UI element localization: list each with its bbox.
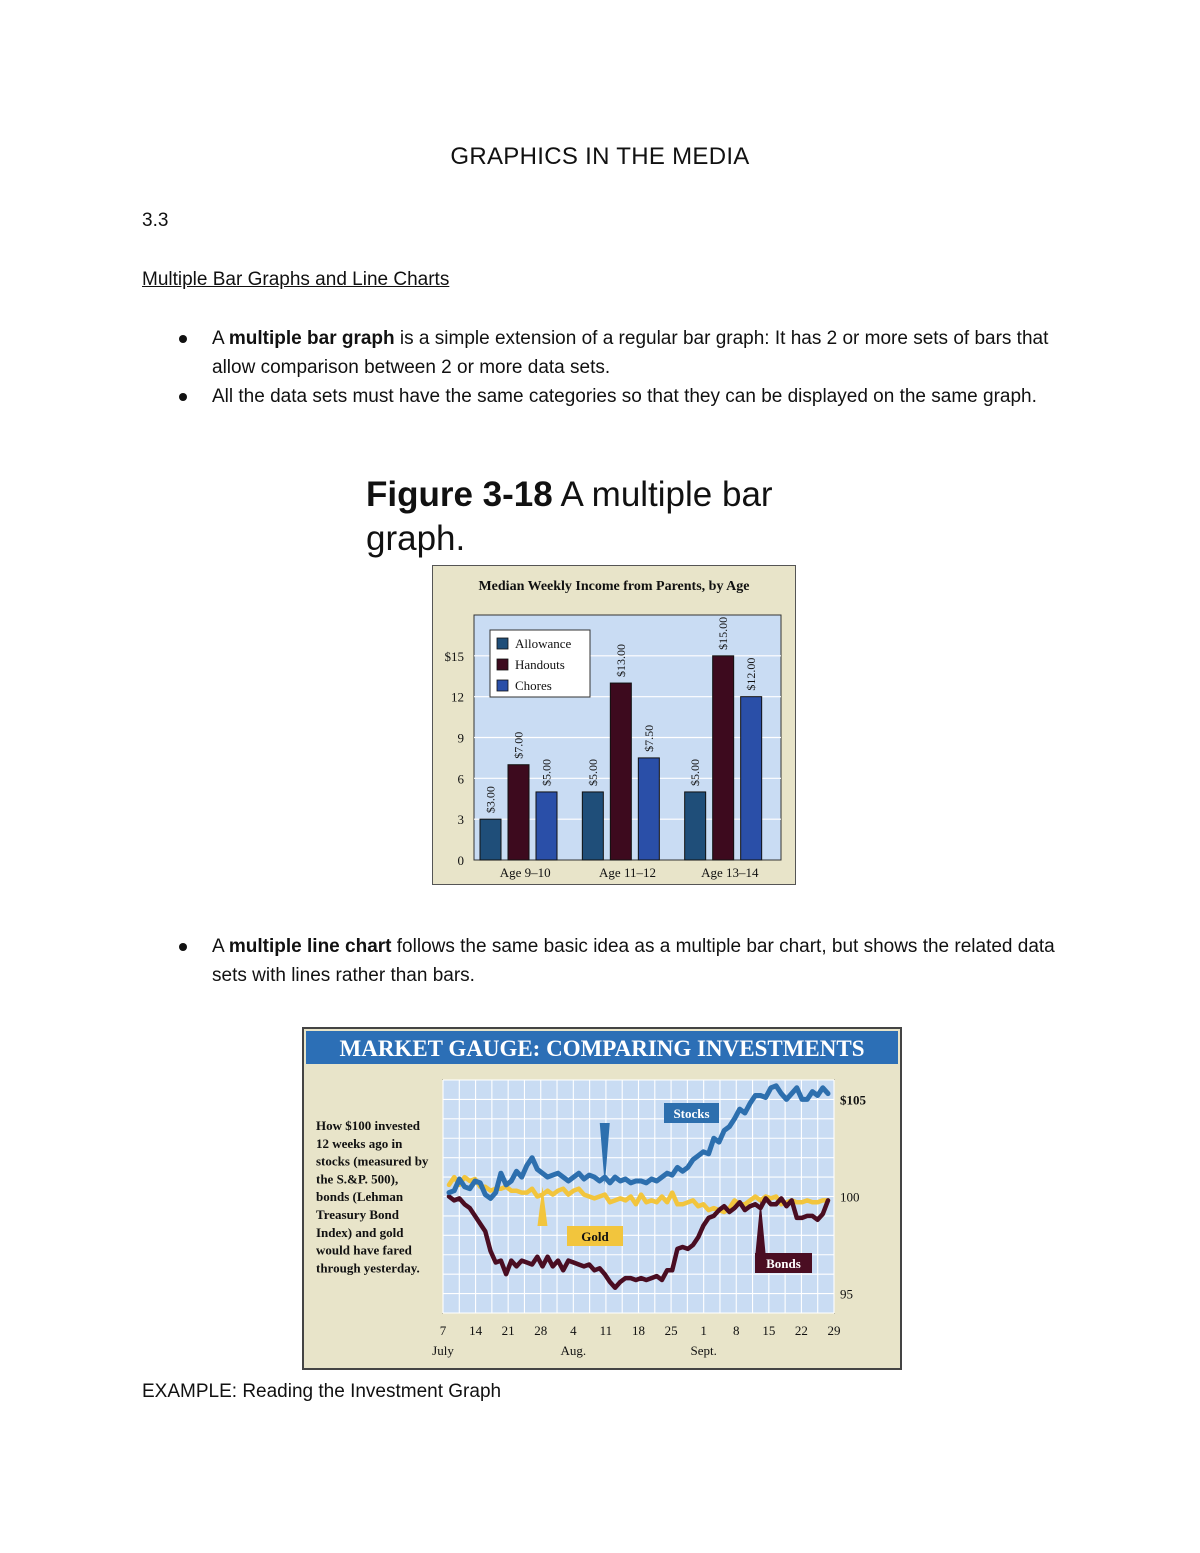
- bar-chart-y-tick: 12: [451, 689, 464, 705]
- bar-data-label: $5.00: [539, 758, 554, 786]
- line-chart-x-tick: 25: [664, 1323, 678, 1338]
- figure-number: Figure 3-18: [366, 475, 553, 514]
- bar-chart-svg: [432, 565, 796, 885]
- bar-data-label: $15.00: [716, 616, 731, 650]
- bar-chart-x-tick: Age 13–14: [701, 865, 759, 880]
- bar-data-label: $3.00: [483, 786, 498, 814]
- legend-swatch-handouts: [497, 659, 508, 670]
- legend-swatch-chores: [497, 680, 508, 691]
- line-chart-x-tick: 29: [827, 1323, 841, 1338]
- bar-data-label: $5.00: [688, 758, 703, 786]
- legend-label-handouts: Handouts: [515, 657, 565, 672]
- line-chart-x-tick: 4: [570, 1323, 577, 1338]
- line-chart-y-tick: 100: [840, 1189, 860, 1205]
- bullet-term: multiple bar graph: [228, 328, 395, 349]
- legend-label-chores: Chores: [515, 678, 552, 693]
- line-chart-x-tick: 28: [534, 1323, 548, 1338]
- bar-chart-y-tick: 0: [457, 853, 464, 868]
- bullet-list-bottom: [142, 932, 1062, 990]
- line-chart-x-tick: 7: [439, 1323, 447, 1338]
- bullet-term: multiple line chart: [228, 936, 392, 957]
- bar-handouts: [610, 683, 631, 860]
- section-number: 3.3: [142, 210, 169, 231]
- line-chart-x-tick: 21: [501, 1323, 515, 1338]
- line-chart-x-tick: 11: [599, 1323, 613, 1338]
- bullet-multiple-line-chart: [142, 932, 1062, 990]
- callout-text: Gold: [581, 1229, 609, 1244]
- bar-chart-title: Median Weekly Income from Parents, by Age: [478, 579, 750, 594]
- bullet-text: All the data sets must have the same categories so that they can be displayed on the same graph.: [212, 386, 1037, 407]
- line-chart-title: MARKET GAUGE: COMPARING INVESTMENTS: [339, 1036, 865, 1061]
- bullet-text: follows the same basic idea as a multiple bar chart, but shows the related data sets with lines rather than bars.: [212, 936, 1055, 986]
- line-chart-svg: [302, 1027, 902, 1370]
- line-chart-month-label: Aug.: [560, 1343, 587, 1358]
- page-title: GRAPHICS IN THE MEDIA: [450, 143, 750, 170]
- bar-chart-y-tick: 6: [457, 771, 464, 787]
- bar-chores: [638, 758, 659, 860]
- line-chart-x-tick: 14: [469, 1323, 483, 1338]
- bar-data-label: $7.00: [511, 731, 526, 759]
- bar-allowance: [582, 792, 603, 860]
- figure-caption-text: A multiple bar graph.: [366, 475, 773, 558]
- example-heading: EXAMPLE: Reading the Investment Graph: [142, 1381, 502, 1402]
- line-chart-month-label: Sept.: [690, 1343, 717, 1358]
- bar-data-label: $7.50: [641, 724, 656, 752]
- figure-caption: [366, 473, 836, 561]
- bar-chart-x-tick: Age 9–10: [499, 865, 551, 880]
- line-chart-y-tick: 95: [840, 1286, 853, 1302]
- bar-chart-y-tick: 9: [457, 730, 464, 746]
- bar-chart: [432, 565, 796, 885]
- line-chart-x-tick: 18: [632, 1323, 645, 1338]
- line-chart-month-label: July: [432, 1343, 454, 1358]
- bar-chores: [741, 697, 762, 860]
- line-chart-y-tick: $105: [840, 1092, 866, 1108]
- bullet-multiple-bar-graph: [142, 324, 1062, 382]
- line-chart-x-tick: 1: [700, 1323, 707, 1338]
- line-chart: [302, 1027, 902, 1370]
- section-heading: Multiple Bar Graphs and Line Charts: [142, 269, 450, 290]
- bar-handouts: [508, 765, 529, 860]
- line-chart-x-tick: 8: [733, 1323, 740, 1338]
- bullet-text: is a simple extension of a regular bar graph: It has 2 or more sets of bars that allow comparison between 2 or more data sets.: [212, 328, 1049, 378]
- callout-text: Bonds: [766, 1256, 801, 1271]
- bullet-same-categories: [142, 382, 1062, 411]
- bar-handouts: [713, 656, 734, 860]
- line-chart-description: How $100 invested 12 weeks ago in stocks (measured by the S.&P. 500), bonds (Lehman Treasury Bond Index) and gold would have fared through yesterday.: [316, 1118, 429, 1276]
- callout-text: Stocks: [673, 1106, 710, 1121]
- legend-swatch-allowance: [497, 638, 508, 649]
- line-chart-x-tick: 22: [794, 1323, 808, 1338]
- bar-chores: [536, 792, 557, 860]
- bar-data-label: $12.00: [744, 657, 759, 691]
- bar-chart-x-tick: Age 11–12: [599, 865, 656, 880]
- bar-data-label: $13.00: [613, 644, 628, 678]
- bullet-text: A: [212, 328, 229, 349]
- bar-allowance: [685, 792, 706, 860]
- bar-chart-y-tick: 3: [457, 812, 464, 828]
- bullet-list-top: [142, 324, 1062, 411]
- bar-chart-y-tick: $15: [444, 648, 464, 664]
- bar-allowance: [480, 819, 501, 860]
- line-chart-x-tick: 15: [762, 1323, 776, 1338]
- bullet-text: A: [212, 936, 229, 957]
- bar-data-label: $5.00: [585, 758, 600, 786]
- legend-label-allowance: Allowance: [515, 636, 572, 651]
